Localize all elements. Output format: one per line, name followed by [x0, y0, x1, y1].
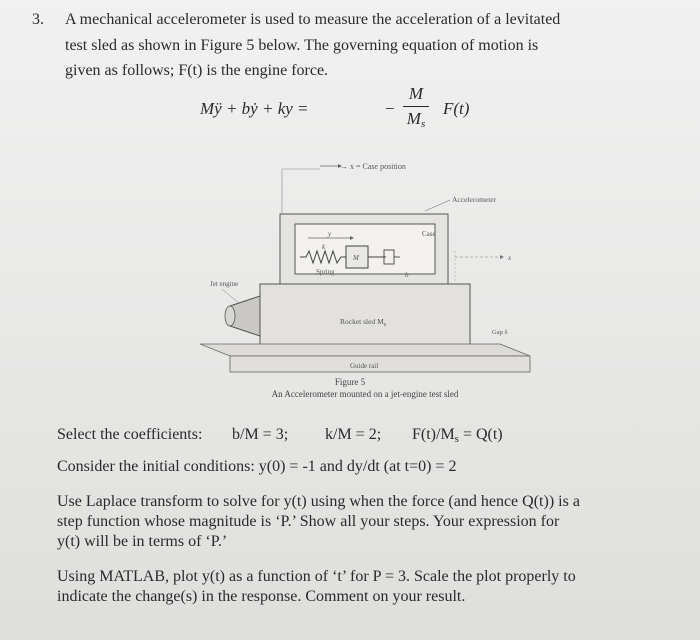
rocket-sled-label: Rocket sled $M_s$ [340, 317, 387, 328]
x-label: x [508, 254, 512, 262]
case-label: Case [422, 230, 436, 238]
question-number: 3. [32, 11, 44, 28]
equation-rhs: F(t) [443, 99, 470, 118]
laplace-line-2: step function whose magnitude is ‘P.’ Show all your steps. Your expression for [57, 513, 560, 530]
jet-engine-label: Jet engine [210, 280, 239, 288]
coef-k-over-m: k/M = 2; [325, 426, 382, 443]
figure-title: Figure 5 [334, 377, 366, 387]
case-position-label: → x = Case position [340, 162, 406, 171]
intro-line-3: given as follows; F(t) is the engine force. [65, 62, 329, 79]
guide-rail-label: Guide rail [350, 362, 379, 370]
equation-minus: − [385, 99, 395, 118]
guide-rail [230, 356, 530, 372]
mass-ratio-fraction [403, 84, 429, 130]
rocket-sled [260, 284, 470, 348]
k-label: k [322, 243, 326, 251]
fraction-bar [403, 106, 429, 107]
coef-b-over-m: b/M = 3; [232, 426, 289, 443]
laplace-line-1: Use Laplace transform to solve for y(t) using when the force (and hence Q(t)) is a [57, 493, 580, 510]
b-label: b [405, 271, 409, 279]
initial-conditions: Consider the initial conditions: y(0) = -1 and dy/dt (at t=0) = 2 [57, 458, 457, 475]
equation-lhs: Mÿ + bẏ + ky = [200, 99, 309, 118]
coef-f-over-ms: $F(t)/M_s = Q(t)$ [412, 426, 503, 445]
mass-label: M [353, 254, 359, 262]
matlab-line-2: indicate the change(s) in the response. Comment on your result. [57, 588, 466, 605]
fraction-numerator: M [408, 84, 424, 103]
matlab-line-1: Using MATLAB, plot y(t) as a function of ‘t’ for P = 3. Scale the plot properly to [57, 568, 576, 585]
coefficients-label: Select the coefficients: [57, 426, 203, 443]
gap-label: Gap δ [492, 329, 508, 336]
fraction-denominator: $M_s$ [406, 109, 426, 130]
intro-line-1: A mechanical accelerometer is used to measure the acceleration of a levitated [65, 11, 561, 28]
laplace-line-3: y(t) will be in terms of ‘P.’ [57, 533, 228, 550]
figure-caption: An Accelerometer mounted on a jet-engine test sled [271, 389, 459, 399]
accelerometer-label: Accelerometer [452, 195, 497, 204]
spring-label: Spring [316, 268, 335, 276]
intro-line-2: test sled as shown in Figure 5 below. The governing equation of motion is [65, 37, 539, 54]
y-label: y [328, 230, 332, 238]
figure-5-diagram [200, 156, 540, 406]
equation-of-motion [200, 82, 520, 142]
